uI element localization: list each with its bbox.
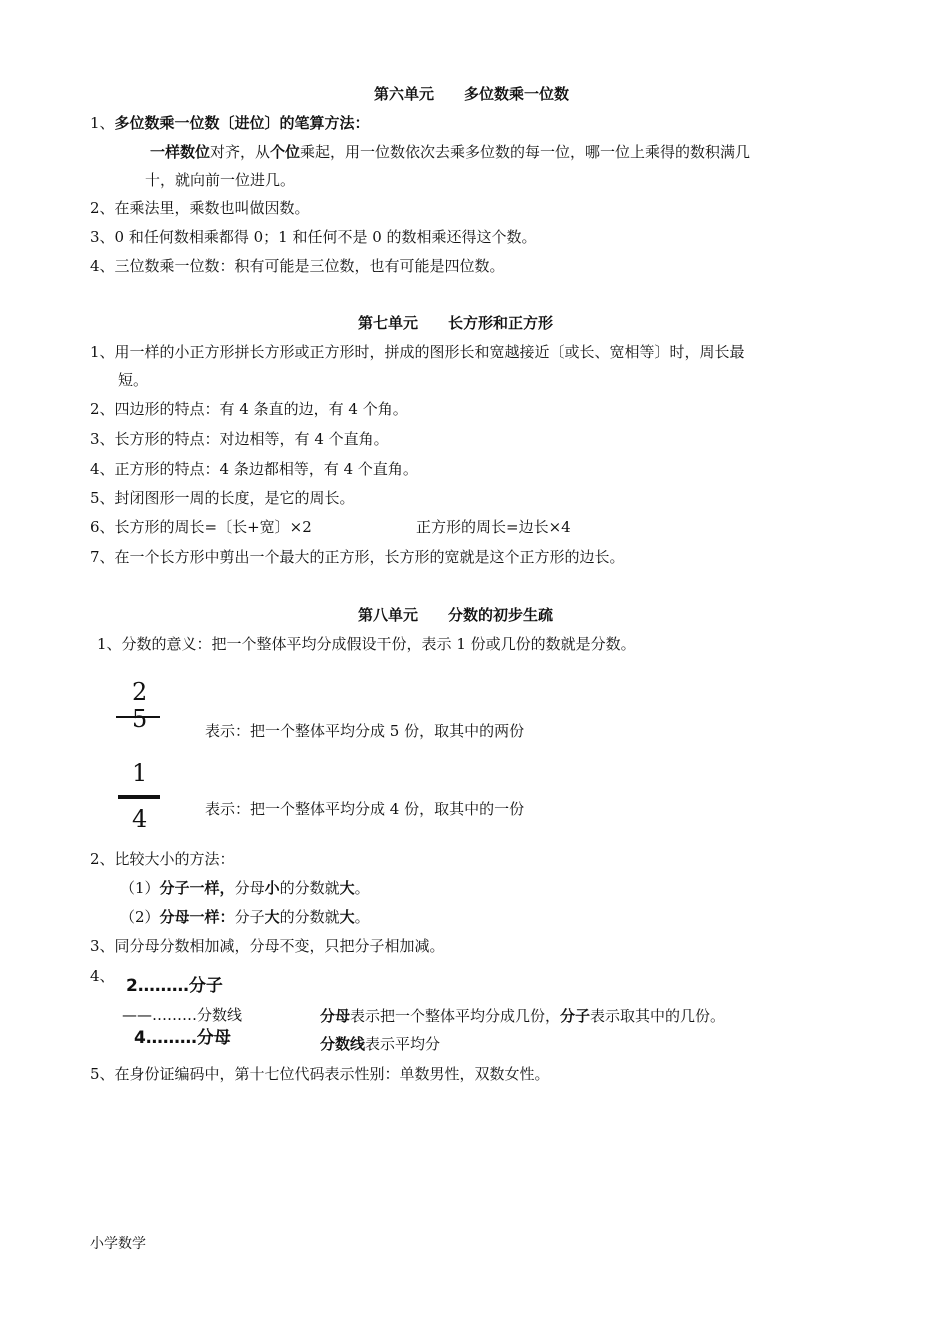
unit7-item3: 3、长方形的特点：对边相等，有 4 个直角。 <box>90 430 389 448</box>
unit7-item6-square: 正方形的周长=边长×4 <box>416 518 571 536</box>
fraction2-description: 表示：把一个整体平均分成 4 份，取其中的一份 <box>205 800 525 818</box>
fraction-numerator: 1 <box>132 759 148 787</box>
fraction-denominator: 4 <box>132 805 148 833</box>
text: 的分数就 <box>279 879 340 897</box>
unit8-item2-rule2 <box>120 907 370 927</box>
diagram-bar-label: ——………分数线 <box>122 1006 243 1024</box>
bold-text: 分数线 <box>320 1035 366 1053</box>
unit7-item1-line1: 1、用一样的小正方形拼长方形或正方形时，拼成的图形长和宽越接近〔或长、宽相等〕时，周长最 <box>90 343 745 361</box>
diagram-numerator-label: 2………分子 <box>126 976 223 996</box>
text: 对齐，从 <box>210 143 271 161</box>
text: 。 <box>354 908 370 926</box>
fraction-numerator: 2 <box>132 678 148 706</box>
unit7-item7: 7、在一个长方形中剪出一个最大的正方形，长方形的宽就是这个正方形的边长。 <box>90 548 625 566</box>
unit8-item4-explain2 <box>320 1034 440 1054</box>
item-number: 1、 <box>90 114 115 132</box>
unit7-item5: 5、封闭图形一周的长度，是它的周长。 <box>90 489 355 507</box>
unit7-item6-rect: 6、长方形的周长=〔长+宽〕×2 <box>90 518 312 536</box>
sub-number: （2） <box>120 908 160 926</box>
unit7-item4: 4、正方形的特点：4 条边都相等，有 4 个直角。 <box>90 460 418 478</box>
text: 分母 <box>234 879 265 897</box>
text: 表示平均分 <box>365 1035 441 1053</box>
fraction1-description: 表示：把一个整体平均分成 5 份，取其中的两份 <box>205 722 525 740</box>
text: 。 <box>354 879 370 897</box>
bold-text: 分子 <box>560 1007 591 1025</box>
bold-text: 个位 <box>270 143 301 161</box>
unit7-item2: 2、四边形的特点：有 4 条直的边，有 4 个角。 <box>90 400 408 418</box>
bold-text: 分母一样： <box>159 908 235 926</box>
bold-text: 一样数位 <box>150 143 211 161</box>
unit7-title: 第七单元 长方形和正方形 <box>358 314 554 332</box>
unit6-item1-line2: 十，就向前一位进几。 <box>145 171 296 189</box>
text: 表示把一个整体平均分成几份， <box>350 1007 561 1025</box>
text: 分子 <box>234 908 265 926</box>
bold-text: 小 <box>264 879 280 897</box>
diagram-denominator-label: 4………分母 <box>134 1028 231 1048</box>
unit6-item1-line1 <box>150 142 750 162</box>
sub-number: （1） <box>120 879 160 897</box>
bold-text: 大 <box>264 908 280 926</box>
fraction-denominator: 5 <box>132 705 148 733</box>
unit8-item2: 2、比较大小的方法： <box>90 850 235 868</box>
unit7-item1-line2: 短。 <box>118 371 149 389</box>
item-heading: 多位数乘一位数〔进位〕的笔算方法： <box>114 114 370 132</box>
unit8-item4-explain1 <box>320 1006 725 1026</box>
unit8-title: 第八单元 分数的初步生疏 <box>358 606 554 624</box>
bold-text: 分母 <box>320 1007 351 1025</box>
bold-text: 大 <box>339 908 355 926</box>
fraction-bar <box>118 795 160 799</box>
unit6-item2: 2、在乘法里，乘数也叫做因数。 <box>90 199 310 217</box>
bold-text: 分子一样， <box>159 879 235 897</box>
unit6-item1-heading <box>90 113 370 133</box>
text: 的分数就 <box>279 908 340 926</box>
unit8-item4-number: 4、 <box>90 967 115 985</box>
page-footer: 小学数学 <box>90 1236 146 1252</box>
unit8-item1: 1、分数的意义：把一个整体平均分成假设干份，表示 1 份或几份的数就是分数。 <box>97 635 636 653</box>
unit6-item4: 4、三位数乘一位数：积有可能是三位数，也有可能是四位数。 <box>90 257 505 275</box>
unit8-item3: 3、同分母分数相加减，分母不变，只把分子相加减。 <box>90 937 445 955</box>
unit6-title: 第六单元 多位数乘一位数 <box>374 85 570 103</box>
text: 乘起，用一位数依次去乘多位数的每一位，哪一位上乘得的数积满几 <box>300 143 751 161</box>
bold-text: 大 <box>339 879 355 897</box>
text: 表示取其中的几份。 <box>590 1007 726 1025</box>
unit8-item5: 5、在身份证编码中，第十七位代码表示性别：单数男性，双数女性。 <box>90 1065 550 1083</box>
unit8-item2-rule1 <box>120 878 370 898</box>
unit6-item3: 3、0 和任何数相乘都得 0；1 和任何不是 0 的数相乘还得这个数。 <box>90 228 537 246</box>
